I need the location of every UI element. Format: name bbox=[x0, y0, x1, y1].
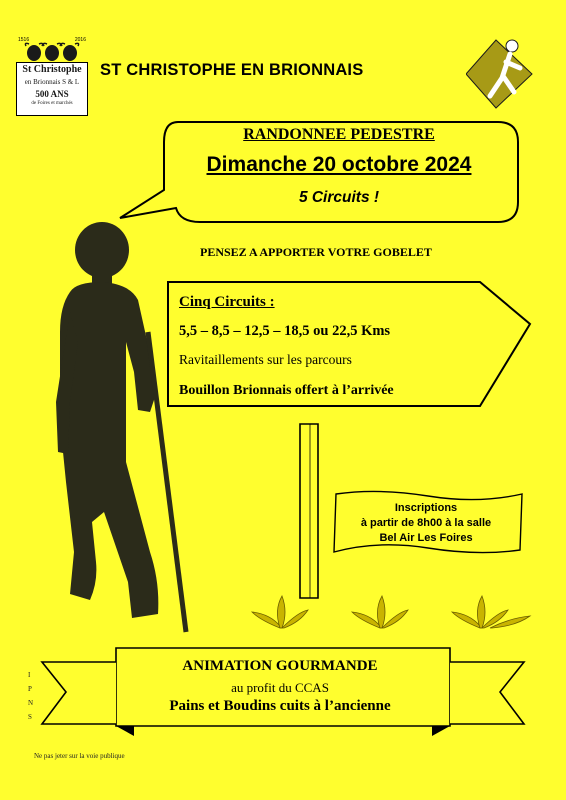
ipns-mark bbox=[28, 668, 36, 724]
banner-food: Pains et Boudins cuits à l’ancienne bbox=[169, 698, 391, 714]
grass-tuft-icon bbox=[252, 596, 308, 628]
sign-heading: Cinq Circuits : bbox=[179, 294, 275, 310]
registration-venue: Bel Air Les Foires bbox=[379, 532, 473, 544]
town-title: ST CHRISTOPHE EN BRIONNAIS bbox=[100, 61, 364, 79]
logo-year-left: 1516 bbox=[18, 37, 30, 43]
registration-title: Inscriptions bbox=[394, 502, 458, 514]
sign-broth: Bouillon Brionnais offert à l’arrivée bbox=[179, 383, 394, 398]
ipns-text: IPNS bbox=[28, 671, 34, 721]
logo-line2: en Brionnais S & L bbox=[24, 78, 80, 86]
banner-beneficiary: au profit du CCAS bbox=[231, 680, 329, 695]
town-500-years-logo bbox=[16, 37, 88, 117]
circuits-count: 5 Circuits ! bbox=[298, 189, 380, 206]
logo-year-right: 2016 bbox=[74, 37, 86, 43]
event-type: RANDONNEE PEDESTRE bbox=[243, 126, 435, 143]
event-date: Dimanche 20 octobre 2024 bbox=[206, 153, 472, 176]
logo-line3: 500 ANS bbox=[35, 89, 69, 99]
cattle-heads-icon bbox=[20, 42, 84, 64]
footer-notice: Ne pas jeter sur la voie publique bbox=[34, 752, 125, 760]
grass-tuft-icon bbox=[352, 596, 408, 628]
logo-line4: de Foires et marchés bbox=[31, 101, 73, 106]
banner-title: ANIMATION GOURMANDE bbox=[182, 658, 378, 674]
sign-distances: 5,5 – 8,5 – 12,5 – 18,5 ou 22,5 Kms bbox=[179, 323, 391, 339]
grass-decoration bbox=[250, 592, 540, 632]
walker-logo-icon bbox=[466, 38, 534, 110]
logo-line1: St Christophe bbox=[22, 64, 82, 75]
cup-notice: PENSEZ A APPORTER VOTRE GOBELET bbox=[200, 245, 432, 259]
grass-tuft-icon bbox=[452, 596, 530, 628]
sign-refreshments: Ravitaillements sur les parcours bbox=[179, 352, 352, 367]
registration-time: à partir de 8h00 à la salle bbox=[360, 517, 492, 529]
